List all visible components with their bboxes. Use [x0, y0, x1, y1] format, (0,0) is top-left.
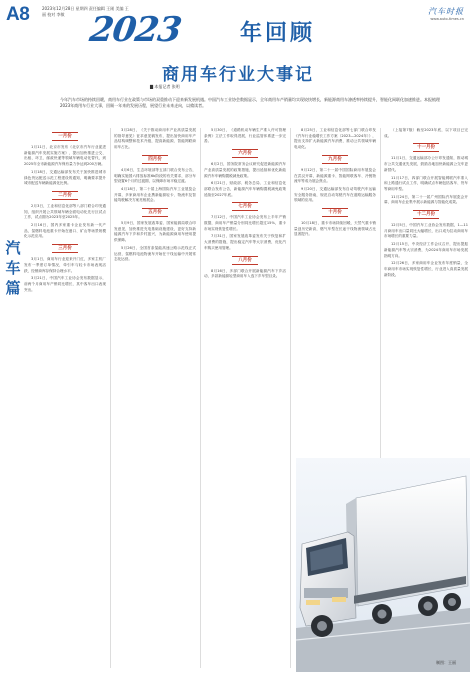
event-paragraph: 7月31日，国家发展改革委发布关于恢复和扩大消费的措施，提出稳定汽车等大宗消费，优化汽车购买使用管理。 [204, 234, 286, 250]
event-paragraph: 3月1日，商用车行业迎来开门红，多家主机厂发布一季度订单情况，牵引车与轻卡市场表现活跃，经销商库存保持合理水平。 [24, 257, 106, 273]
event-paragraph: 9月20日，交通运输部发布自动驾驶汽车运输安全服务指南，规范自动驾驶汽车在道路运输服务领域的应用。 [294, 186, 376, 203]
event-paragraph: 8月25日，工业和信息化部等七部门联合印发《汽车行业稳增长工作方案（2023—2024年）》，提出支持扩大新能源汽车消费，推动公共领域车辆电动化。 [294, 128, 376, 150]
column-divider [380, 128, 381, 458]
photo-credit: 制图：王丽 [436, 660, 456, 665]
truck-photo [296, 458, 470, 672]
event-paragraph: 1月11日，北京市发布《北京市汽车行业促进新能源汽车发展实施方案》，提出加快推进公交、出租、环卫、邮政快递等领域车辆电动化替代，到2025年全市新能源汽车保有量力争达到200万辆。 [24, 145, 106, 167]
section-title [4, 238, 22, 298]
headline-title: 年回顾 [240, 21, 316, 46]
month-heading: 八月份 [232, 256, 258, 265]
event-paragraph: 3月28日，《关于推动商用车产业高质量发展的指导意见》征求意见稿发布，提出加快商用车产品结构调整和技术升级，提高新能源、智能网联商用车占比。 [114, 128, 196, 150]
event-paragraph: （上接第7版）截至2023年底，以下项目已完成。 [384, 128, 468, 138]
event-paragraph: 11月24日，第二十一届广州国际汽车展览会开幕，商用车企业集中展示新能源与智能化成果。 [384, 194, 468, 205]
year-script: 2023 [87, 10, 184, 50]
event-paragraph: 11月1日，交通运输部办公厅印发通知，推动城市公共交通优先发展，鼓励各地加快新能源公交车更新替代。 [384, 156, 468, 172]
section-title-char: 车 [5, 259, 21, 277]
month-heading: 一月份 [52, 132, 78, 141]
lead-paragraph: 今年汽车市场的持续回暖，商用车行业在政策与市场的双重推动下迎来新发展机遇。中国汽车工业协会数据显示，全年商用车产销量均实现较快增长，新能源商用车渗透率持续提升，智能化网联化加速推进。本报梳理2023年商用车行业大事，回顾一年来的发展历程，展望行业未来走向，以飨读者。 [60, 97, 440, 109]
month-heading: 六月份 [232, 149, 258, 158]
event-paragraph: 3月21日，中国汽车工业协会发布数据显示，前两个月商用车产销同比增长，其中客车出口表现突出。 [24, 276, 106, 292]
month-heading: 十二月份 [413, 210, 439, 219]
event-paragraph: 1月18日，交通运输部发布关于加快推进城市绿色货运配送示范工程建设的通知，明确要求提升城市配送车辆新能源化比例。 [24, 169, 106, 186]
event-paragraph: 10月18日，重卡市场持续回暖，天然气重卡销量创历史新高，燃气车型在长途干线物流领域占比显著提升。 [294, 221, 376, 237]
date-line: 2023年12月28日 星期四 责任编辑 王刚 美编 王丽 校对 李敏 [42, 6, 129, 17]
month-heading: 四月份 [142, 155, 168, 164]
column-divider [110, 128, 111, 668]
event-paragraph: 5月9日，国家发展改革委、国家能源局联合印发意见，加快推进充电基础设施建设，更好支持新能源汽车下乡和乡村振兴，为新能源商用车使用提供保障。 [114, 221, 196, 243]
headline [87, 10, 380, 58]
month-heading: 九月份 [322, 155, 348, 164]
article-column [114, 128, 196, 648]
event-paragraph: 8月16日，多部门联合开展新能源汽车下乡活动，多款新能源轻型商用车入选下乡车型目录。 [204, 268, 286, 279]
column-divider [200, 128, 201, 668]
event-paragraph: 6月2日，国务院常务会议研究促进新能源汽车产业高质量发展的政策措施，提出延续和优化新能源汽车车辆购置税减免政策。 [204, 162, 286, 178]
month-heading: 七月份 [232, 202, 258, 211]
month-heading: 十月份 [322, 208, 348, 217]
event-paragraph: 6月21日，财政部、税务总局、工业和信息化部联合发布公告，新能源汽车车辆购置税减免政策延续至2027年底。 [204, 181, 286, 197]
event-paragraph: 4月18日，第二十届上海国际汽车工业展览会开幕，多家商用车企业携新能源轻卡、物流车及智能驾驶解决方案亮相展会。 [114, 186, 196, 203]
section-title-char: 汽 [5, 239, 21, 257]
event-paragraph: 7月12日，中国汽车工业协会发布上半年产销数据，商用车产销量分别同比增长超过15%，重卡市场实现恢复性增长。 [204, 215, 286, 231]
paper-logo: 汽车时报 [428, 7, 464, 16]
article-column [24, 128, 106, 648]
month-heading: 十一月份 [413, 143, 439, 152]
event-paragraph: 12月26日，多家商用车企业发布年度销量，全年商用车市场实现恢复性增长，行业进入高质量发展新阶段。 [384, 261, 468, 277]
event-paragraph: 2月3日，工业和信息化部等八部门联合印发通知，组织开展公共领域车辆全面电动化先行区试点工作，试点期为2023年至2025年。 [24, 203, 106, 220]
event-paragraph: 4月6日，生态环境部等五部门联合发布公告，明确实施国六排放标准6b阶段的有关要求，部分车型设置6个月的过渡期，以保障市场平稳过渡。 [114, 167, 196, 184]
event-paragraph: 11月17日，四部门联合开展智能网联汽车准入和上路通行试点工作，明确试点车辆包括客车、货车等商用车型。 [384, 175, 468, 191]
headline-subtitle: 商用车行业大事记 [162, 65, 314, 85]
truck-illustration [296, 458, 470, 672]
event-paragraph: 9月12日，第二十一届中国国际商用车展览会在武汉开幕，新能源重卡、智能网联客车、冷链物流车等成为展会焦点。 [294, 167, 376, 184]
article-column [294, 128, 376, 458]
event-paragraph: 5月26日，全国首条氢能高速公路示范线正式运营，氢燃料电池物流车开始在干线运输中开展常态化运营。 [114, 245, 196, 262]
paper-website: www.auto-times.cn [430, 17, 464, 21]
event-paragraph: 2月16日，国内多家重卡企业发布新一代产品，氢燃料电池重卡开始在港口、矿山等场景规模化示范应用。 [24, 223, 106, 239]
page-number: A8 [6, 4, 30, 25]
event-paragraph: 12月5日，中国汽车工业协会发布数据，1—11月商用车出口量同比大幅增长，出口成为拉动商用车市场增长的重要力量。 [384, 223, 468, 239]
month-heading: 五月份 [142, 208, 168, 217]
event-paragraph: 12月15日，中央经济工作会议召开，提出提振新能源汽车等大宗消费，为2024年商用车市场发展指明方向。 [384, 242, 468, 258]
event-paragraph: 5月30日，《道路机动车辆生产准入许可管理条例》立法工作取得进展，行业监管体系进一步完善。 [204, 128, 286, 144]
byline: ▇ 本报记者 张明 [150, 84, 180, 89]
article-column [204, 128, 286, 648]
month-heading: 二月份 [52, 191, 78, 200]
column-divider [290, 128, 291, 668]
month-heading: 三月份 [52, 244, 78, 253]
section-title-char: 篇 [5, 279, 21, 297]
